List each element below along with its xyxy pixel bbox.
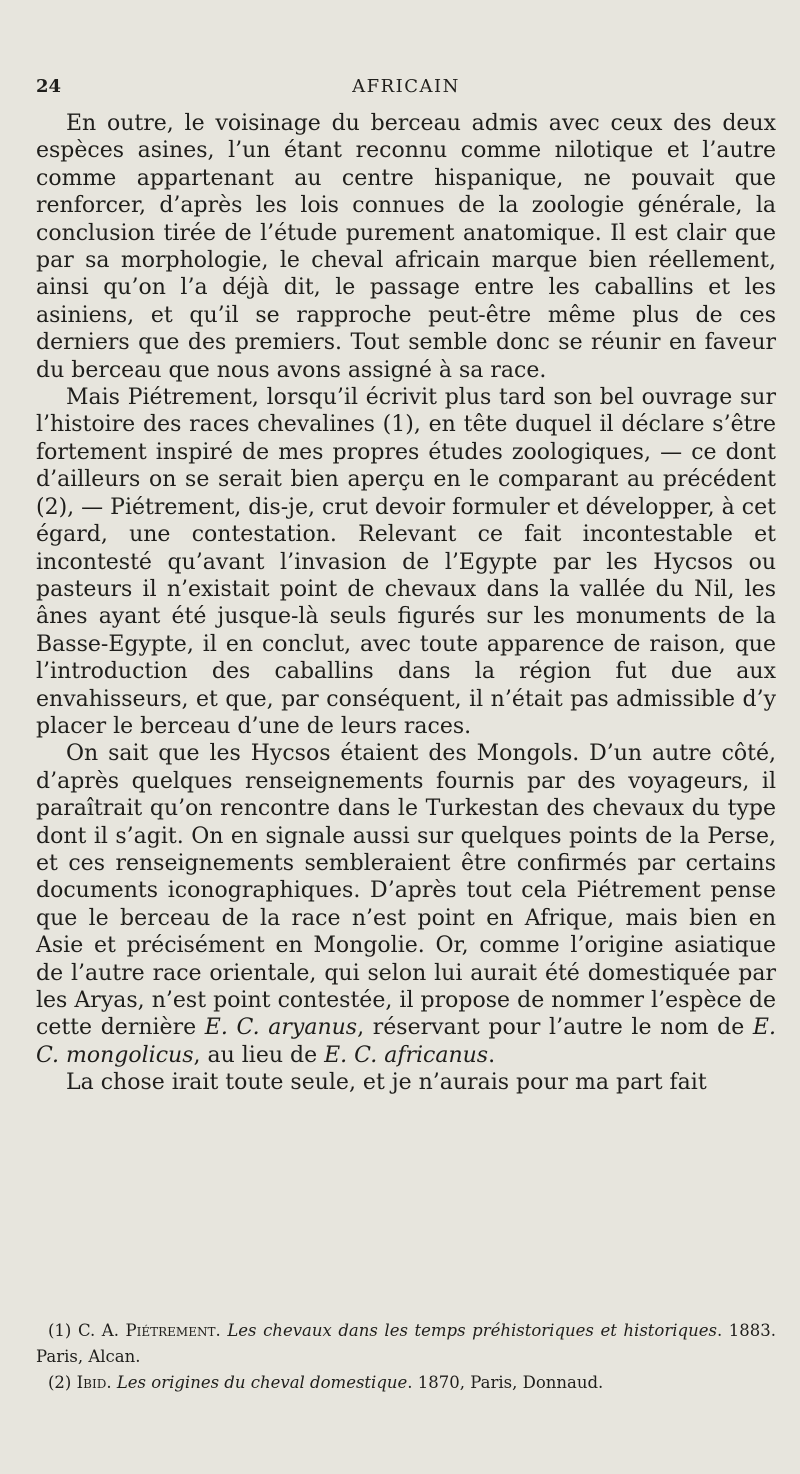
footnote-title: Les chevaux dans les temps préhistoriques et historiques [227,1321,717,1340]
page-header [36,76,776,104]
book-page [36,0,776,1474]
footnote-author: Piétrement [125,1321,216,1340]
footnote-author: Ibid [76,1373,107,1392]
paragraph-text: , au lieu de [193,1042,325,1068]
paragraph: La chose irait toute seule, et je n’aurais pour ma part fait [66,1070,707,1096]
footnote-2 [36,1370,776,1396]
footnote-publication: . 1870, Paris, Donnaud. [407,1373,604,1392]
footnote-separator: . [215,1321,228,1340]
footnote-title: Les origines du cheval domestique [116,1373,408,1392]
paragraph-text: On sait que les Hycsos étaient des Mongols. D’un autre côté, d’après quelques renseignements fournis par des voyageurs, il paraîtrait qu’on rencontre dans le Turkestan des chevaux du type dont il s’agit. On en signale aussi sur quelques points de la Perse, et ces renseignements sembleraient être confirmés par certains documents iconographiques. D’après tout cela Piétrement pense que le berceau de la race n’est point en Afrique, mais bien en Asie et précisément en Mongolie. Or, comme l’origine asiatique de l’autre race orientale, qui selon lui aurait été domestiquée par les Aryas, n’est point contestée, il propose de nommer l’espèce de cette dernière [36,741,776,1041]
species-name-aryanus: E. C. aryanus [204,1015,358,1041]
paragraph-text: , réservant pour l’autre le nom de [357,1015,753,1041]
paragraph-text: . [488,1042,496,1068]
footnotes [36,1318,776,1396]
species-name-africanus: E. C. africanus [324,1042,489,1068]
body-text [36,110,776,1097]
paragraph [36,740,776,1069]
footnote-1 [36,1318,776,1370]
species-name-mongolicus: E. C. mongolicus [36,1015,776,1068]
paragraph: En outre, le voisinage du berceau admis avec ceux des deux espèces asines, l’un étant reconnu comme nilotique et l’autre comme appartenant au centre hispanique, ne pouvait que renforcer, d’après les lois connues de la zoologie générale, la conclusion tirée de l’étude purement anatomique. Il est clair que par sa morphologie, le cheval africain marque bien réellement, ainsi qu’on l’a déjà dit, le passage entre les caballins et les asiniens, et qu’il se rapproche peut-être même plus de ces derniers que des premiers. Tout semble donc se réunir en faveur du berceau que nous avons assigné à sa race. [36,111,776,383]
paragraph: Mais Piétrement, lorsqu’il écrivit plus tard son bel ouvrage sur l’histoire des races chevalines (1), en tête duquel il déclare s’être fortement inspiré de mes propres études zoologiques, — ce dont d’ailleurs on se serait bien aperçu en le comparant au précédent (2), — Piétrement, dis-je, crut devoir formuler et développer, à cet égard, une contestation. Relevant ce fait incontestable et incontesté qu’avant l’invasion de l’Egypte par les Hycsos ou pasteurs il n’existait point de chevaux dans la vallée du Nil, les ânes ayant été jusque-là seuls figurés sur les monuments de la Basse-Egypte, il en conclut, avec toute apparence de raison, que l’introduction des caballins dans la région fut due aux envahisseurs, et que, par conséquent, il n’était pas admissible d’y placer le berceau d’une de leurs races. [36,385,776,739]
footnote-marker: (1) C. A. [48,1321,126,1340]
footnote-publication: . 1883. Paris, Alcan. [36,1321,776,1366]
page-number: 24 [36,76,62,97]
footnote-marker: (2) [48,1373,77,1392]
running-head: AFRICAIN [352,76,460,97]
footnote-separator: . [106,1373,117,1392]
